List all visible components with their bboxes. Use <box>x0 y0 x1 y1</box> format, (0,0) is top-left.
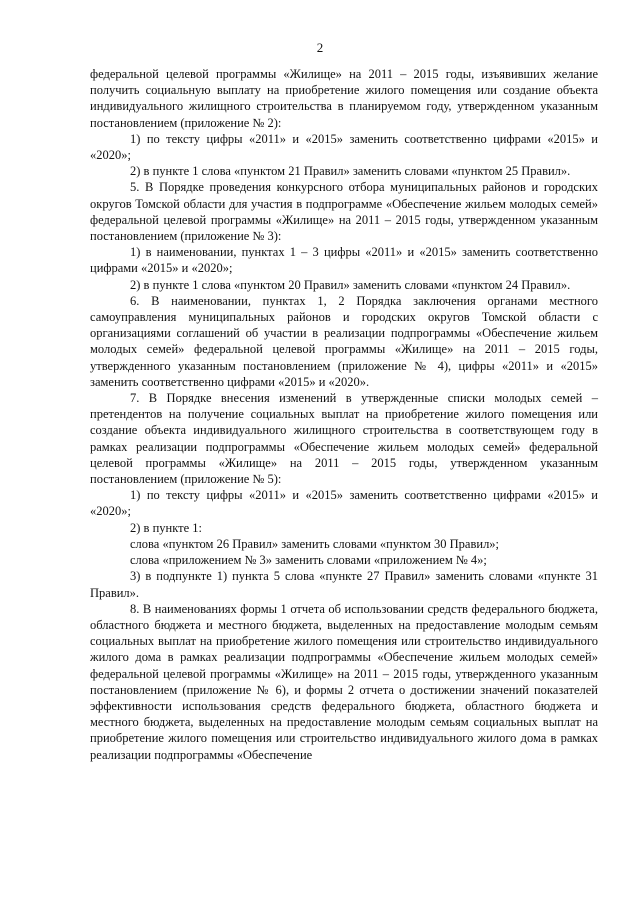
paragraph: 6. В наименовании, пунктах 1, 2 Порядка заключения органами местного самоуправления муниципальных районов и городских округов Томской области с организациями соглашений об участии в реализации подпрограммы «Обеспечение жильем молодых семей» федеральной целевой программы «Жилище» на 2011 – 2015 годы, утвержденного указанным постановлением (приложение № 4), цифры «2011» и «2015» заменить соответственно цифрами «2015» и «2020». <box>90 293 598 389</box>
paragraph: 7. В Порядке внесения изменений в утвержденные списки молодых семей – претендентов на получение социальных выплат на приобретение жилого помещения или создание объекта индивидуального жилищного строительства в соответствующем году в рамках реализации подпрограммы «Обеспечение жильем молодых семей» федеральной целевой программы «Жилище» на 2011 – 2015 годы, утвержденном указанным постановлением (приложение № 5): <box>90 391 598 487</box>
paragraph: 1) по тексту цифры «2011» и «2015» заменить соответственно цифрами «2015» и «2020»; <box>90 131 598 163</box>
paragraph: федеральной целевой программы «Жилище» на 2011 – 2015 годы, изъявивших желание получить социальную выплату на приобретение жилого помещения или создание объекта индивидуального жилищного строительства в планируемом году, утвержденном указанным постановлением (приложение № 2): <box>90 67 598 130</box>
paragraph: 1) в наименовании, пунктах 1 – 3 цифры «2011» и «2015» заменить соответственно цифрами «2015» и «2020»; <box>90 245 598 276</box>
paragraph: 2) в пункте 1 слова «пунктом 21 Правил» заменить словами «пунктом 25 Правил». <box>130 164 571 179</box>
paragraph: 5. В Порядке проведения конкурсного отбора муниципальных районов и городских округов Томской области для участия в подпрограмме «Обеспечение жильем молодых семей» федеральной целевой программы «Жилище» на 2011 – 2015 годы, утвержденном указанным постановлением (приложение № 3): <box>90 180 598 244</box>
paragraph: 8. В наименованиях формы 1 отчета об использовании средств федерального бюджета, областного бюджета и местного бюджета, выделенных на предоставление молодым семьям социальных выплат на приобретение жилого помещения или строительство индивидуального жилого дома в рамках реализации подпрограммы «Обеспечение жильем молодых семей» федеральной целевой программы «Жилище» на 2011 – 2015 годы, утвержденного указанным постановлением (приложение № 6), и формы 2 отчета о достижении значений показателей эффективности использования средств федерального бюджета, областного бюджета и местного бюджета, выделенных на предоставление молодым семьям социальных выплат на приобретение жилого помещения или строительство индивидуального жилого дома в рамках реализации подпрограммы «Обеспечение <box>90 601 598 762</box>
paragraph: 2) в пункте 1 слова «пунктом 20 Правил» заменить словами «пунктом 24 Правил». <box>130 277 571 292</box>
page-number: 2 <box>316 40 324 55</box>
paragraph: слова «приложением № 3» заменить словами «приложением № 4»; <box>130 553 487 568</box>
paragraph: 3) в подпункте 1) пункта 5 слова «пункте 27 Правил» заменить словами «пункте 31 Правил». <box>90 569 598 600</box>
document-body <box>90 66 598 763</box>
paragraph: слова «пунктом 26 Правил» заменить словами «пунктом 30 Правил»; <box>130 536 500 551</box>
paragraph: 2) в пункте 1: <box>130 520 202 535</box>
paragraph: 1) по тексту цифры «2011» и «2015» заменить соответственно цифрами «2015» и «2020»; <box>90 488 598 519</box>
